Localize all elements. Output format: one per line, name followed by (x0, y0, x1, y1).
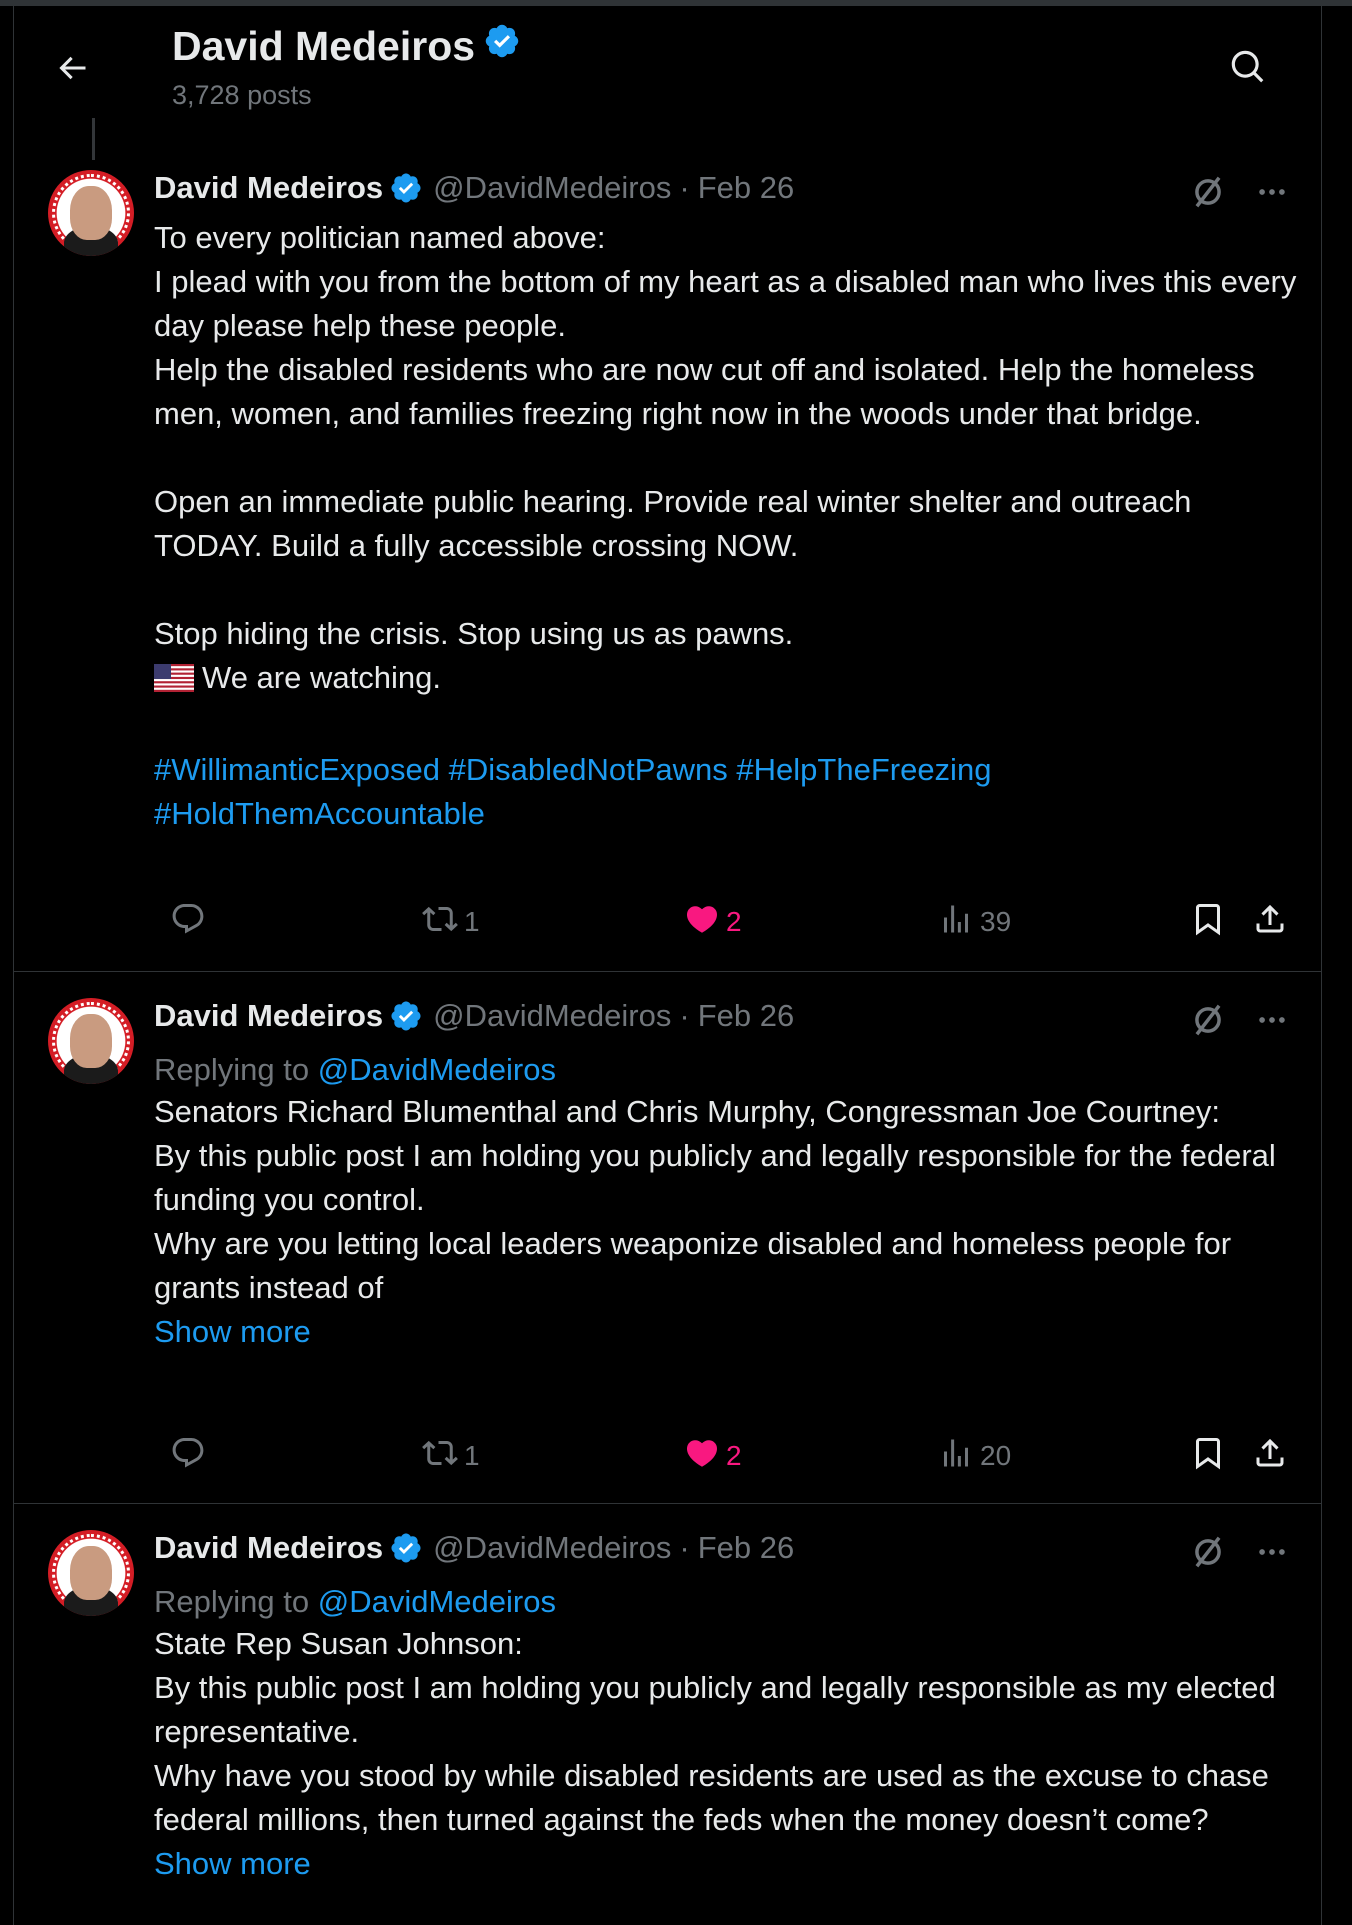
text-line: Open an immediate public hearing. Provide real winter shelter and outreach TODAY. Build a fully accessible crossing NOW. (154, 484, 1192, 563)
tweet-meta (154, 170, 794, 206)
replying-handle[interactable]: @DavidMedeiros (317, 1052, 556, 1087)
more-icon[interactable] (1250, 998, 1294, 1042)
repost-icon (422, 901, 458, 944)
us-flag-icon (154, 660, 194, 704)
heart-icon (684, 1435, 720, 1478)
author-name[interactable]: David Medeiros (154, 998, 384, 1033)
bookmark-icon (1190, 901, 1226, 944)
post-date[interactable]: Feb 26 (697, 1530, 795, 1565)
profile-header (0, 6, 1352, 118)
replying-to (154, 1584, 556, 1620)
share-button[interactable] (1252, 897, 1288, 947)
avatar[interactable] (48, 1530, 134, 1616)
grok-icon[interactable] (1186, 170, 1230, 214)
share-icon (1252, 1435, 1288, 1478)
tweet-2[interactable] (14, 972, 1321, 1504)
like-button[interactable] (684, 897, 742, 947)
replying-handle[interactable]: @DavidMedeiros (317, 1584, 556, 1619)
verified-badge-icon (389, 999, 423, 1033)
arrow-left-icon[interactable] (50, 46, 94, 90)
hashtag[interactable]: #HoldThemAccountable (154, 796, 485, 831)
action-bar (154, 1431, 1304, 1481)
text-line (154, 656, 1304, 704)
author-handle[interactable]: @DavidMedeiros (433, 170, 672, 205)
tweet-3[interactable] (14, 1504, 1321, 1925)
repost-count: 1 (464, 906, 480, 937)
heart-icon (684, 901, 720, 944)
verified-badge-icon (389, 1531, 423, 1565)
post-date[interactable]: Feb 26 (697, 170, 795, 205)
tweet-1[interactable] (14, 150, 1321, 972)
like-count: 2 (726, 906, 742, 937)
text-line: Help the disabled residents who are now cut off and isolated. Help the homeless men, women, and families freezing right now in the woods under that bridge. (154, 352, 1255, 431)
share-button[interactable] (1252, 1431, 1288, 1481)
reply-icon (170, 901, 206, 944)
author-name[interactable]: David Medeiros (154, 170, 384, 205)
text-line: Senators Richard Blumenthal and Chris Murphy, Congressman Joe Courtney: (154, 1094, 1220, 1129)
views-icon (938, 901, 974, 944)
reply-icon (170, 1435, 206, 1478)
grok-icon[interactable] (1186, 1530, 1230, 1574)
author-handle[interactable]: @DavidMedeiros (433, 1530, 672, 1565)
views-icon (938, 1435, 974, 1478)
views-button[interactable] (938, 1431, 1011, 1481)
tweet-text (154, 216, 1304, 836)
replying-to (154, 1052, 556, 1088)
repost-button[interactable] (422, 897, 480, 947)
bookmark-button[interactable] (1190, 1431, 1226, 1481)
avatar[interactable] (48, 998, 134, 1084)
text-line: State Rep Susan Johnson: (154, 1626, 523, 1661)
text-line-flag: We are watching. (202, 660, 441, 695)
action-bar (154, 897, 1304, 947)
author-handle[interactable]: @DavidMedeiros (433, 998, 672, 1033)
avatar[interactable] (48, 170, 134, 256)
tweet-meta (154, 1530, 794, 1566)
separator: · (679, 1530, 690, 1565)
posts-count: 3,728 posts (172, 80, 312, 110)
bookmark-button[interactable] (1190, 897, 1226, 947)
tweet-meta (154, 998, 794, 1034)
hashtags (154, 748, 1304, 836)
show-more-link[interactable]: Show more (154, 1314, 311, 1349)
verified-badge-icon (483, 22, 521, 70)
like-button[interactable] (684, 1431, 742, 1481)
reply-button[interactable] (170, 897, 206, 947)
verified-badge-icon (389, 171, 423, 205)
text-line: Stop hiding the crisis. Stop using us as pawns. (154, 616, 794, 651)
share-icon (1252, 901, 1288, 944)
text-line: I plead with you from the bottom of my heart as a disabled man who lives this every day please help these people. (154, 264, 1297, 343)
separator: · (679, 998, 690, 1033)
repost-count: 1 (464, 1440, 480, 1471)
more-icon[interactable] (1250, 1530, 1294, 1574)
repost-button[interactable] (422, 1431, 480, 1481)
separator: · (679, 170, 690, 205)
hashtag[interactable]: #WillimanticExposed (154, 752, 440, 787)
header-name: David Medeiros (172, 22, 476, 69)
text-line: By this public post I am holding you publicly and legally responsible for the federal funding you control. (154, 1138, 1276, 1217)
hashtag[interactable]: #DisabledNotPawns (448, 752, 728, 787)
more-icon[interactable] (1250, 170, 1294, 214)
like-count: 2 (726, 1440, 742, 1471)
view-count: 20 (980, 1440, 1012, 1471)
replying-label: Replying to (154, 1052, 310, 1087)
text-line: To every politician named above: (154, 220, 606, 255)
show-more-link[interactable]: Show more (154, 1846, 311, 1881)
reply-button[interactable] (170, 1431, 206, 1481)
search-icon[interactable] (1225, 44, 1271, 90)
text-line: Why have you stood by while disabled residents are used as the excuse to chase federal millions, then turned against the feds when the money doesn’t come? (154, 1758, 1269, 1837)
grok-icon[interactable] (1186, 998, 1230, 1042)
text-line: By this public post I am holding you publicly and legally responsible as my elected representative. (154, 1670, 1276, 1749)
text-line: Why are you letting local leaders weaponize disabled and homeless people for grants instead of (154, 1226, 1232, 1305)
views-button[interactable] (938, 897, 1011, 947)
replying-label: Replying to (154, 1584, 310, 1619)
repost-icon (422, 1435, 458, 1478)
hashtag[interactable]: #HelpTheFreezing (736, 752, 992, 787)
tweet-text (154, 1090, 1304, 1354)
post-date[interactable]: Feb 26 (697, 998, 795, 1033)
tweet-text (154, 1622, 1304, 1886)
bookmark-icon (1190, 1435, 1226, 1478)
author-name[interactable]: David Medeiros (154, 1530, 384, 1565)
page-title (172, 22, 521, 70)
view-count: 39 (980, 906, 1012, 937)
